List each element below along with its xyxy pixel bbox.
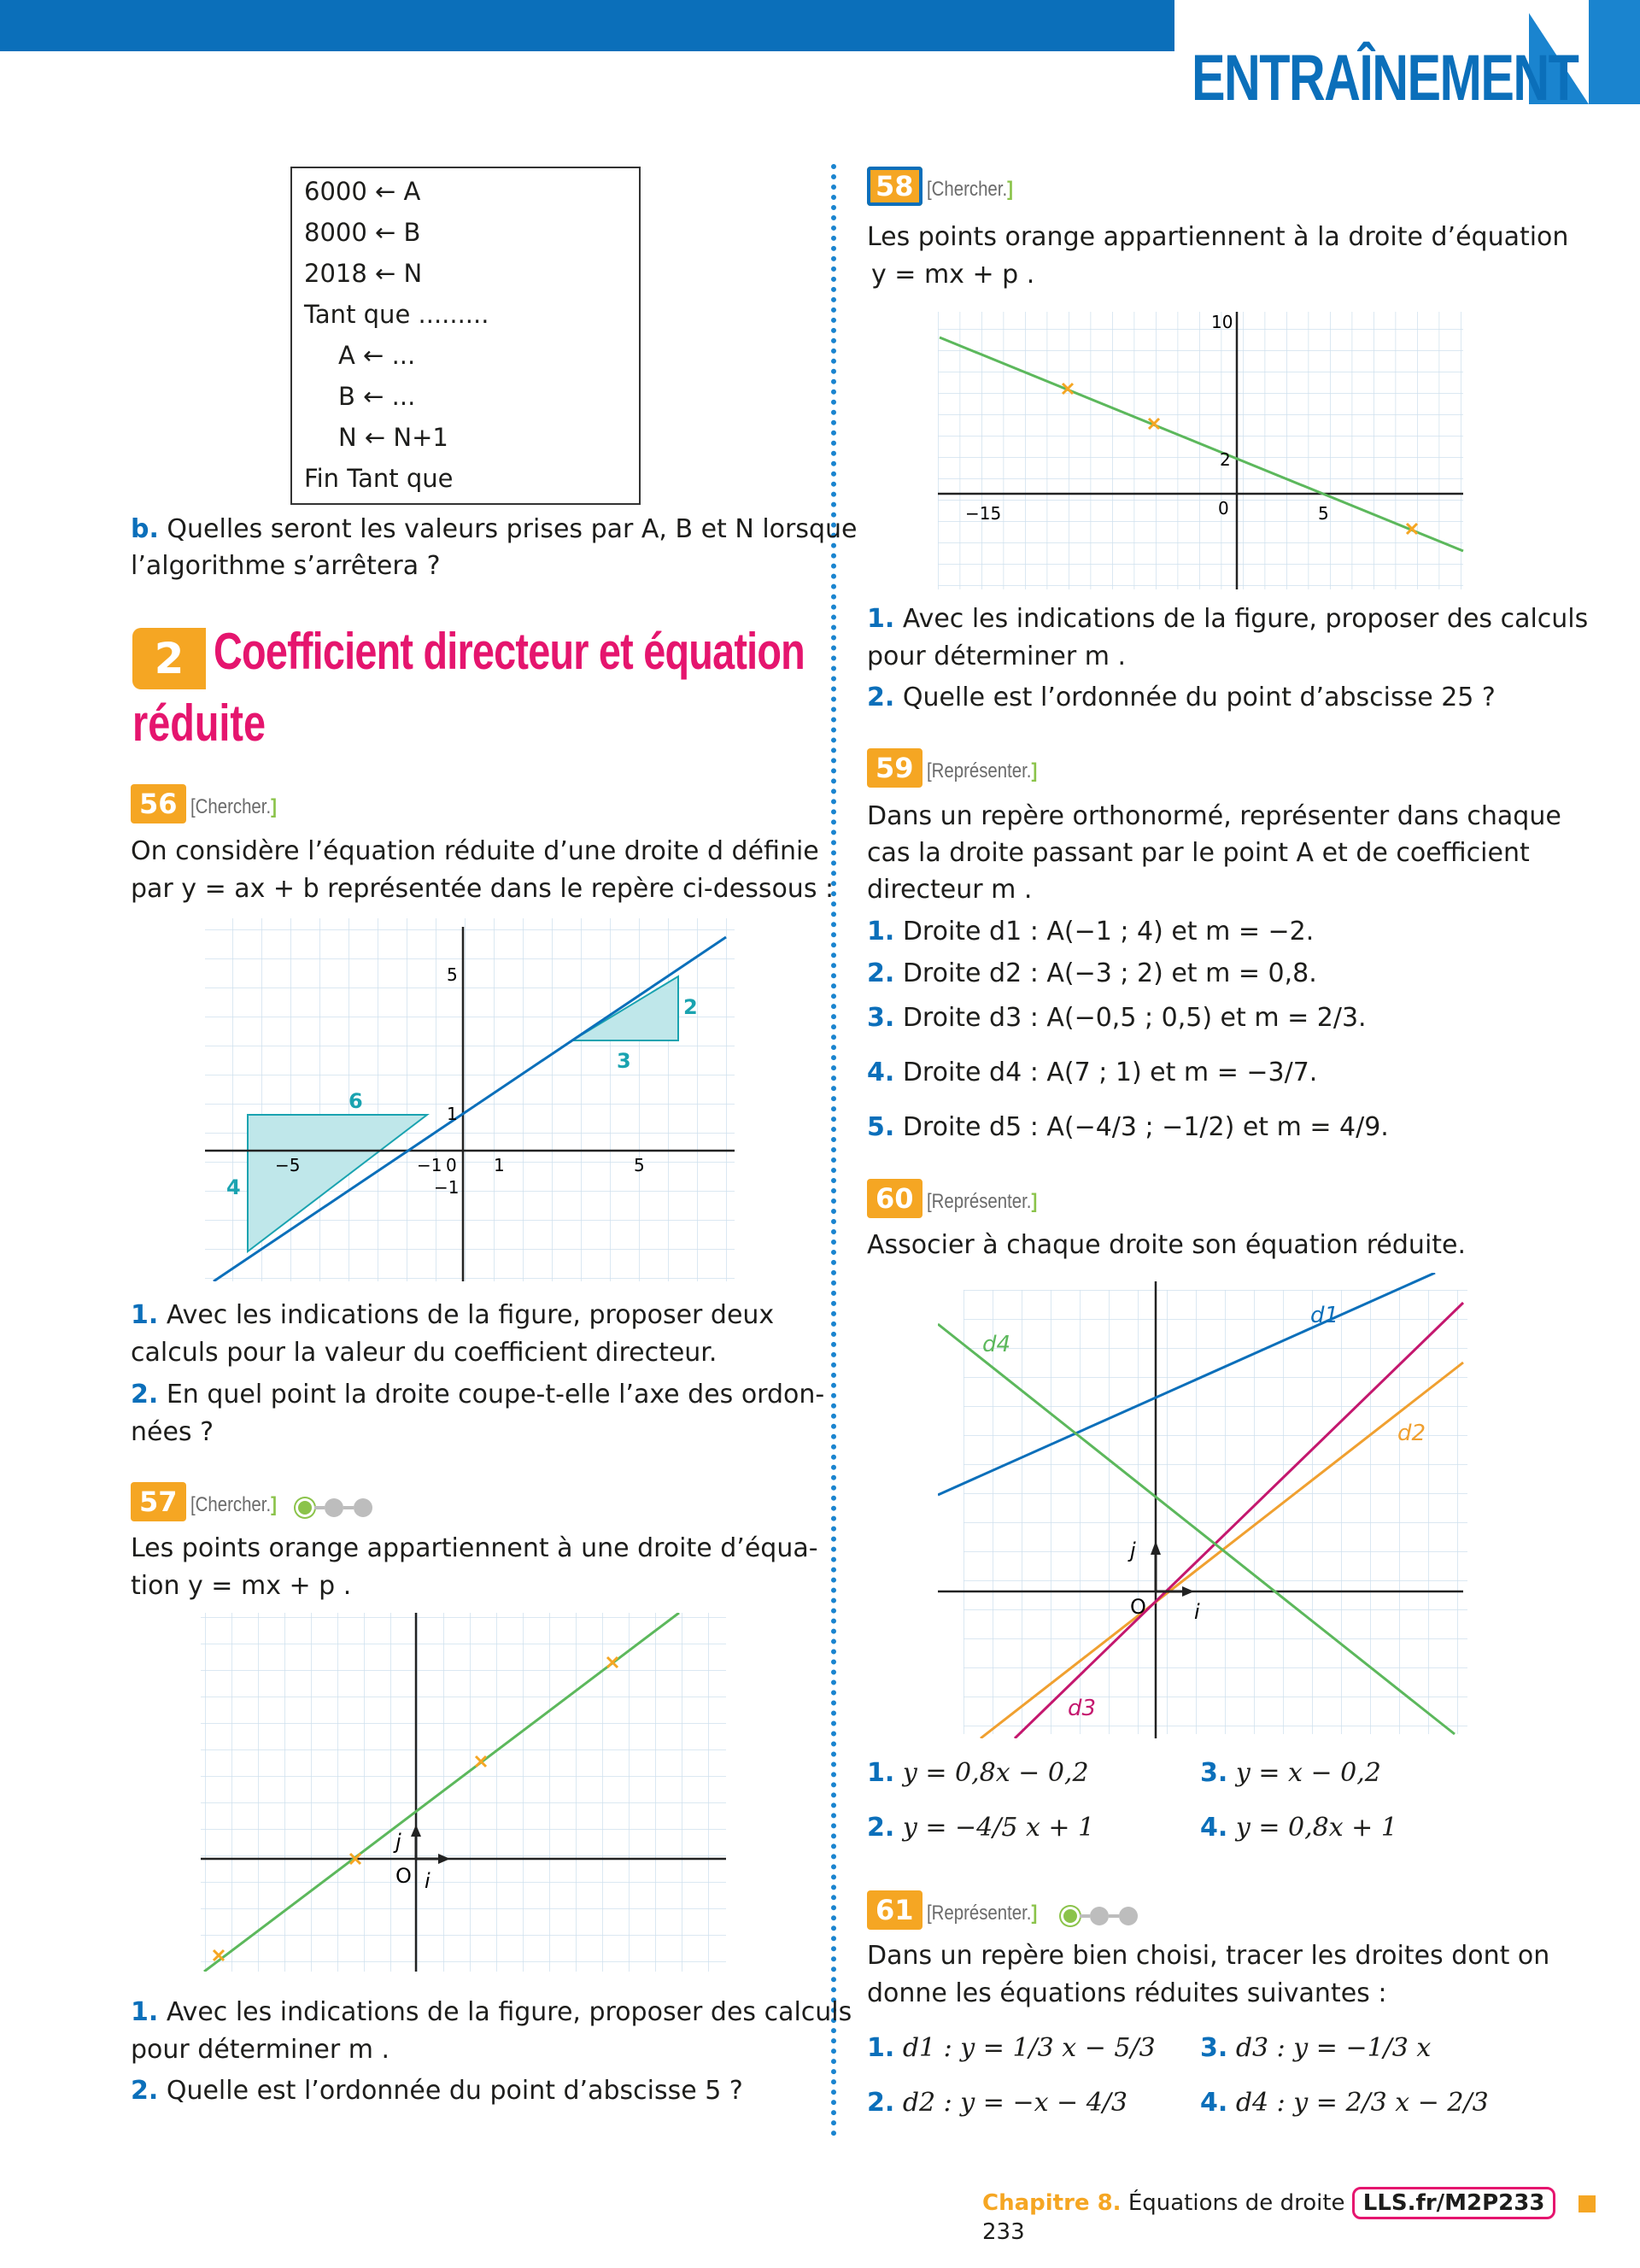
tick-label: −1 (434, 1177, 460, 1198)
competence-tag: [Représenter.] (926, 1190, 1037, 1213)
tick-label: 0 (1218, 498, 1229, 519)
algo-line: B ← ... (338, 382, 416, 411)
i-label: i (425, 1869, 430, 1893)
exercise-number: 58 (867, 167, 922, 206)
ex61-eq: 1. d1 : y = 1/3 x − 5/3 (867, 2033, 1156, 2063)
ex61-intro: Dans un repère bien choisi, tracer les droites dont on (867, 1941, 1550, 1971)
ex59-intro: Dans un repère orthonormé, représenter dans chaque (867, 801, 1561, 831)
j-label: j (1130, 1538, 1136, 1562)
competence-tag: [Représenter.] (926, 1902, 1037, 1925)
competence-tag: [Représenter.] (926, 759, 1037, 782)
question-b: b. Quelles seront les valeurs prises par A, B et N lorsque (131, 514, 858, 544)
algo-line: N ← N+1 (338, 423, 448, 452)
tick-label: 2 (1220, 449, 1231, 470)
length-label: 4 (226, 1175, 241, 1199)
page-footer (982, 2187, 1640, 2245)
exercise-61-header (867, 1890, 1138, 1930)
ex61-eq: 3. d3 : y = −1/3 x (1200, 2033, 1432, 2063)
d3-label: d3 (1068, 1696, 1097, 1721)
length-label: 2 (683, 995, 698, 1019)
section-title-cont: réduite (132, 694, 266, 752)
ex56-intro: On considère l’équation réduite d’une droite d définie (131, 836, 819, 866)
exercise-number: 59 (867, 748, 922, 788)
ex58-intro: Les points orange appartiennent à la droite d’équation (867, 222, 1569, 252)
ex56-q2: 2. En quel point la droite coupe-t-elle l’axe des ordon- (131, 1380, 825, 1409)
exercise-number: 57 (131, 1482, 186, 1521)
exercise-56-header (131, 784, 291, 823)
tick-label: −5 (275, 1155, 301, 1175)
ex58-figure (938, 303, 1467, 589)
competence-tag: [Chercher.] (190, 1493, 277, 1516)
tick-label: −15 (965, 503, 1002, 524)
question-b-cont: l’algorithme s’arrêtera ? (131, 551, 441, 581)
ex59-item: 3. Droite d3 : A(−0,5 ; 0,5) et m = 2/3. (867, 1003, 1367, 1033)
i-label: i (1194, 1600, 1200, 1624)
ex60-eq: 3. y = x − 0,2 (1200, 1758, 1381, 1788)
tick-label: −1 (417, 1155, 442, 1175)
ex61-eq: 2. d2 : y = −x − 4/3 (867, 2088, 1128, 2118)
ex57-intro-cont: tion y = mx + p . (131, 1571, 352, 1601)
ex60-figure (938, 1273, 1467, 1738)
ex56-q1-cont: calculs pour la valeur du coefficient directeur. (131, 1338, 718, 1368)
algorithm-box (290, 167, 641, 505)
ex57-figure (201, 1613, 730, 1972)
ex61-intro-cont: donne les équations réduites suivantes : (867, 1978, 1387, 2008)
algo-line: Fin Tant que (304, 464, 454, 493)
chapter-title: Équations de droite (1128, 2190, 1345, 2216)
grid (938, 312, 1463, 589)
difficulty-indicator (296, 1498, 372, 1517)
ex56-figure (196, 918, 743, 1281)
exercise-number: 56 (131, 784, 186, 823)
exercise-number: 61 (867, 1890, 922, 1930)
d4-label: d4 (982, 1332, 1011, 1357)
ex59-item: 1. Droite d1 : A(−1 ; 4) et m = −2. (867, 917, 1315, 946)
ex58-q1-cont: pour déterminer m . (867, 642, 1127, 671)
d1-label: d1 (1310, 1303, 1339, 1328)
tick-label: 0 (446, 1155, 457, 1175)
ex56-intro-cont: par y = ax + b représentée dans le repère ci-dessous : (131, 874, 835, 904)
exercise-58-header (867, 167, 1028, 206)
algo-line: 6000 ← A (304, 177, 421, 206)
grid (205, 918, 735, 1281)
ex57-intro: Les points orange appartiennent à une droite d’équa- (131, 1533, 818, 1563)
ex59-intro-cont: cas la droite passant par le point A et de coefficient (867, 838, 1530, 868)
chapter-number: Chapitre 8. (982, 2190, 1122, 2216)
algo-line: 8000 ← B (304, 218, 421, 247)
length-label: 3 (617, 1049, 631, 1073)
ex58-q1: 1. Avec les indications de la figure, proposer des calculs (867, 604, 1589, 634)
top-banner (0, 0, 1174, 51)
section-kicker: ENTRAÎNEMENT (1192, 42, 1578, 114)
algo-line: 2018 ← N (304, 259, 423, 288)
tick-label: 1 (494, 1155, 505, 1175)
section-number: 2 (132, 628, 206, 689)
ex60-eq: 4. y = 0,8x + 1 (1200, 1813, 1397, 1843)
exercise-59-header (867, 748, 1057, 788)
resource-link[interactable]: LLS.fr/M2P233 (1352, 2187, 1556, 2219)
ex60-eq: 1. y = 0,8x − 0,2 (867, 1758, 1089, 1788)
ex58-q2: 2. Quelle est l’ordonnée du point d’abscisse 25 ? (867, 683, 1496, 712)
ex57-q1: 1. Avec les indications de la figure, proposer des calculs (131, 1997, 852, 2027)
ex59-item: 4. Droite d4 : A(7 ; 1) et m = −3/7. (867, 1058, 1318, 1087)
d2-label: d2 (1397, 1421, 1426, 1446)
exercise-60-header (867, 1179, 1057, 1218)
ex61-eq: 4. d4 : y = 2/3 x − 2/3 (1200, 2088, 1489, 2118)
tick-label: 1 (447, 1104, 458, 1124)
ex59-item: 5. Droite d5 : A(−4/3 ; −1/2) et m = 4/9. (867, 1112, 1389, 1142)
length-label: 6 (348, 1089, 363, 1113)
competence-tag: [Chercher.] (926, 178, 1013, 201)
ex57-q1-cont: pour déterminer m . (131, 2035, 390, 2065)
section-title: Coefficient directeur et équation (214, 623, 805, 680)
grid (964, 1290, 1467, 1734)
column-divider (831, 164, 836, 2137)
ex58-intro-cont: y = mx + p . (871, 260, 1035, 290)
tick-label: 5 (634, 1155, 645, 1175)
ex56-q2-cont: nées ? (131, 1417, 214, 1447)
tick-label: 10 (1211, 312, 1233, 332)
page-number: 233 (982, 2219, 1025, 2245)
ex59-intro-cont: directeur m . (867, 875, 1033, 905)
ex59-item: 2. Droite d2 : A(−3 ; 2) et m = 0,8. (867, 958, 1317, 988)
competence-tag: [Chercher.] (190, 795, 277, 818)
origin-label: O (1130, 1595, 1146, 1619)
origin-label: O (395, 1864, 412, 1888)
grid (201, 1613, 726, 1972)
ex60-eq: 2. y = −4/5 x + 1 (867, 1813, 1095, 1843)
tick-label: 5 (447, 964, 458, 985)
ex60-intro: Associer à chaque droite son équation réduite. (867, 1230, 1467, 1260)
ex56-q1: 1. Avec les indications de la figure, proposer deux (131, 1300, 775, 1330)
exercise-57-header (131, 1482, 372, 1521)
algo-line: A ← ... (338, 341, 416, 370)
j-label: j (395, 1830, 401, 1854)
tick-label: 5 (1318, 503, 1329, 524)
page-marker (1578, 2195, 1596, 2212)
difficulty-indicator (1061, 1907, 1138, 1925)
algo-line: Tant que ......... (304, 300, 489, 329)
ex57-q2: 2. Quelle est l’ordonnée du point d’abscisse 5 ? (131, 2076, 743, 2106)
exercise-number: 60 (867, 1179, 922, 1218)
